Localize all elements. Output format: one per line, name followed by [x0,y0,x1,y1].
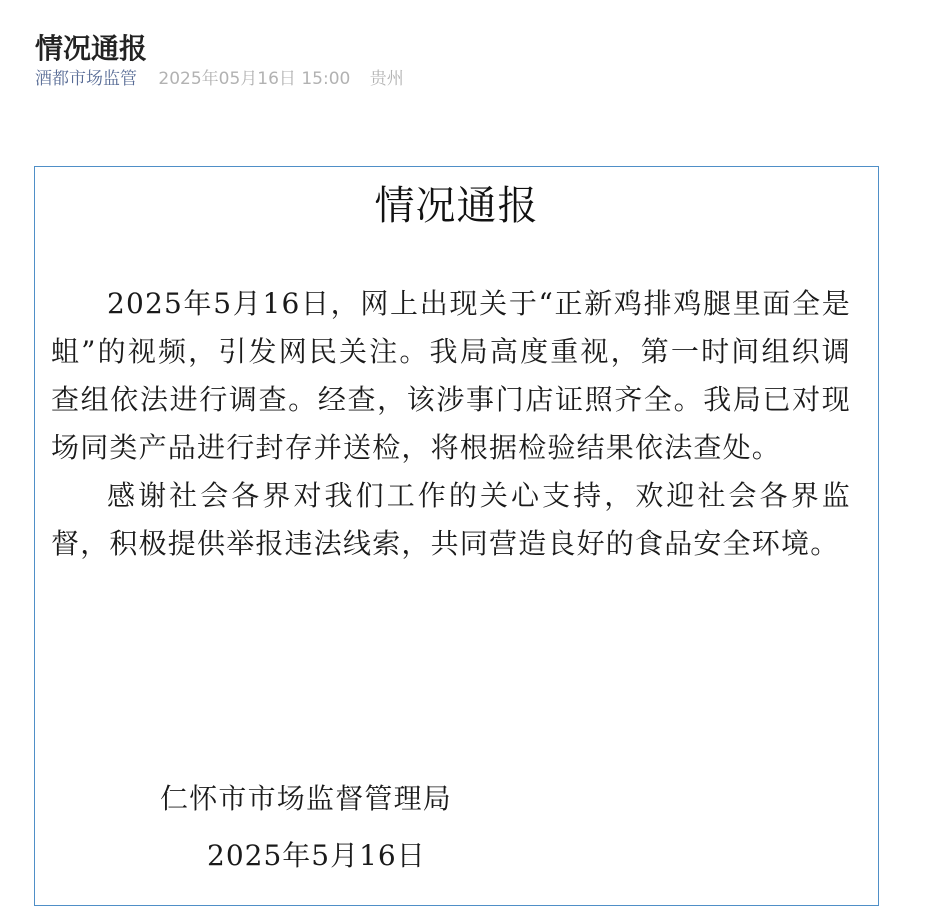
notice-image [34,166,879,906]
signature-organization: 仁怀市市场监督管理局 [160,782,453,815]
article-meta [35,66,404,92]
publish-location: 贵州 [369,69,404,89]
notice-body [51,280,851,568]
signature-date: 2025年5月16日 [207,839,426,872]
publish-time: 2025年05月16日 15:00 [158,69,351,89]
notice-paragraph: 2025年5月16日，网上出现关于“正新鸡排鸡腿里面全是蛆”的视频，引发网民关注。我局高度重视，第一时间组织调查组依法进行调查。经查，该涉事门店证照齐全。我局已对现场同类产品进行封存并送检，将根据检验结果依法查处。 [51,287,851,464]
account-name-link[interactable]: 酒都市场监管 [35,69,137,89]
notice-heading: 情况通报 [374,183,539,229]
notice-paragraph: 感谢社会各界对我们工作的关心支持，欢迎社会各界监督，积极提供举报违法线索，共同营造良好的食品安全环境。 [51,479,851,560]
article-title: 情况通报 [35,31,148,65]
